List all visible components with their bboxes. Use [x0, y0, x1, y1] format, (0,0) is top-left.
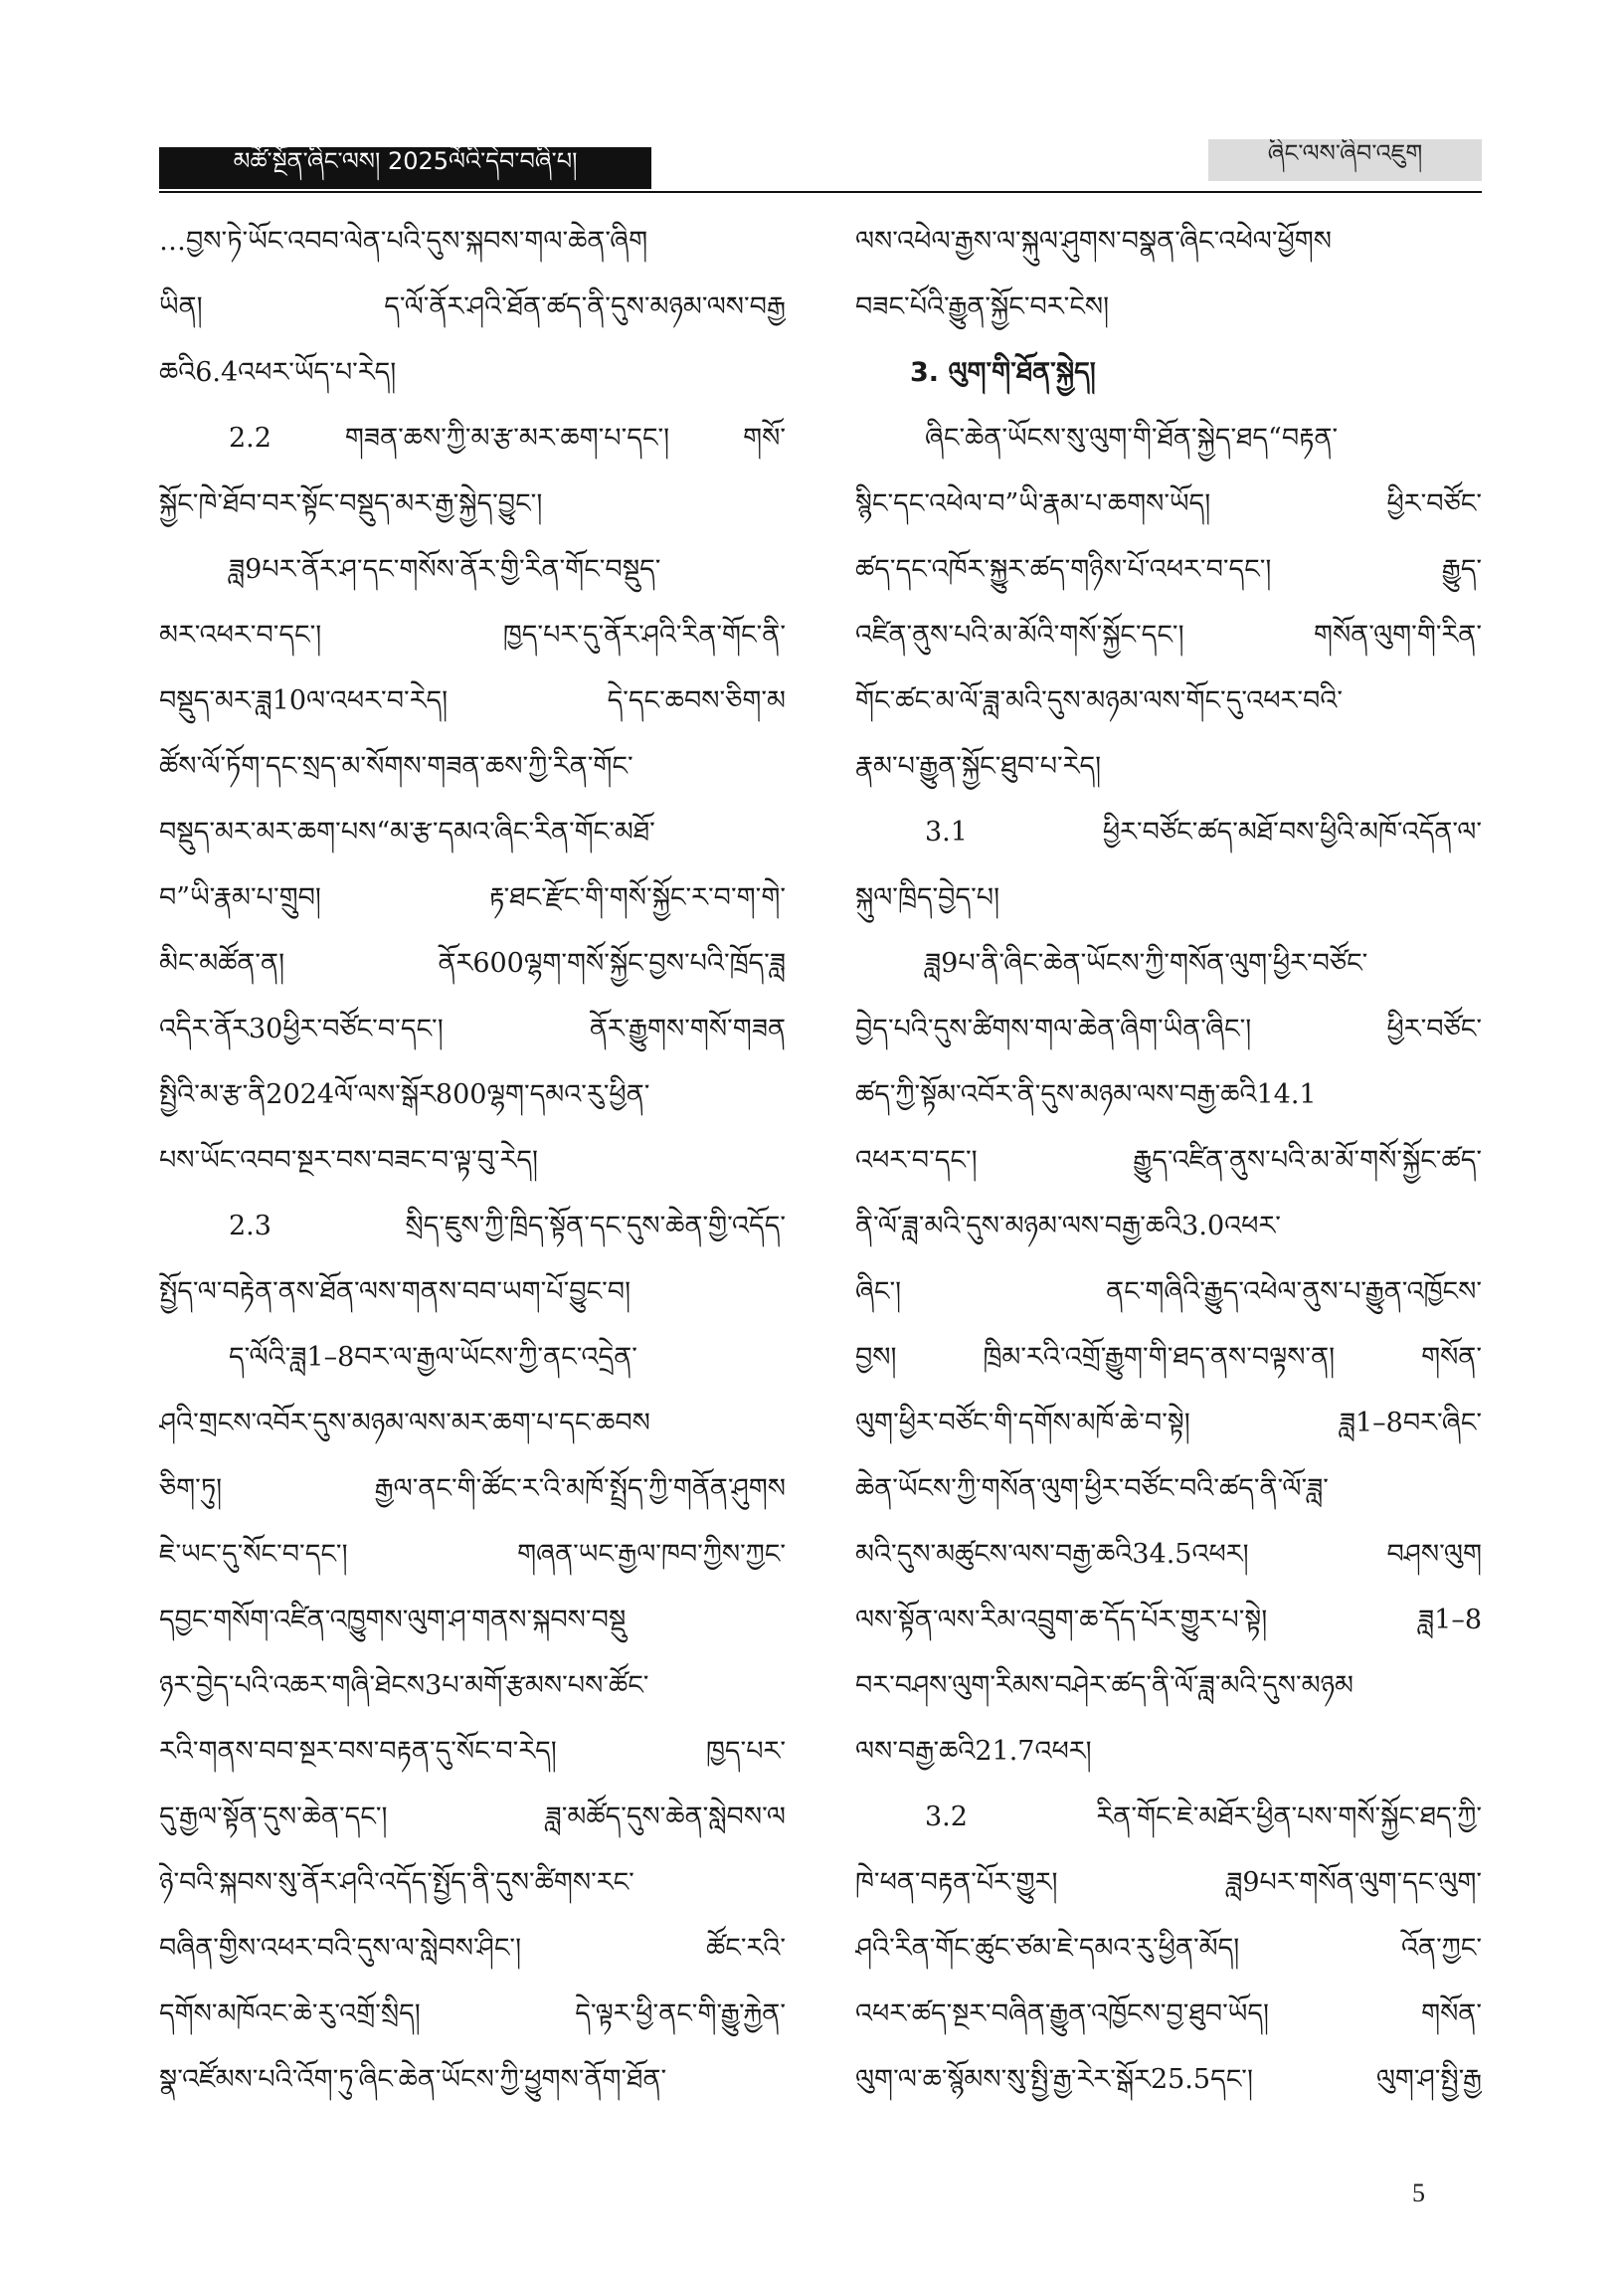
text-line: དུ་རྒྱལ་སྟོན་དུས་ཆེན་དང་། ཟླ་མཚོད་དུས་ཆེན་སླེབས་ལ — [159, 1802, 786, 1832]
header-rule — [159, 191, 1482, 193]
text-line: ནི་ལོ་ཟླ་མའི་དུས་མཉམ་ལས་བརྒྱ་ཆའི3.0འཕར་ — [855, 1211, 1281, 1241]
text-line: སྐུལ་ཁྲིད་བྱེད་པ། — [855, 882, 1000, 913]
text-line: འདིར་ནོར30ཕྱིར་བཙོང་བ་དང་། ནོར་རྒྱུགས་གསོ་གཟན — [159, 1014, 786, 1044]
text-line: …བྱས་ཏེ་ཡོང་འབབ་ལེན་པའི་དུས་སྐབས་གལ་ཆེན་ཞིག — [159, 226, 648, 257]
text-line: ད་ལོའི་ཟླ1–8བར་ལ་རྒྱལ་ཡོངས་ཀྱི་ནང་འདྲེན་ — [229, 1342, 637, 1373]
text-line: ཡིན། ད་ལོ་ནོར་ཤའི་ཐོན་ཚད་ནི་དུས་མཉམ་ལས་བརྒྱ — [159, 291, 786, 322]
text-line: བཞིན་གྱིས་འཕར་བའི་དུས་ལ་སླེབས་ཤིང་། ཚོང་རའི་ — [159, 1933, 786, 1964]
text-line: ཚོས་ལོ་ཏོག་དང་སྲད་མ་སོགས་གཟན་ཆས་ཀྱི་རིན་གོང་ — [159, 751, 633, 782]
text-line: ཚད་ཀྱི་སྟོམ་འབོར་ནི་དུས་མཉམ་ལས་བརྒྱ་ཆའི14.1 — [855, 1079, 1317, 1110]
text-line: རྣམ་པ་རྒྱུན་སྐྱོང་ཐུབ་པ་རེད། — [855, 751, 1102, 782]
text-line: ཆེན་ཡོངས་ཀྱི་གསོན་ལུག་ཕྱིར་བཙོང་བའི་ཚད་ནི་ལོ་ཟླ་ — [855, 1473, 1329, 1504]
text-line: དགོས་མཁོའང་ཆེ་རུ་འགྲོ་སྲིད། དེ་ལྟར་ཕྱི་ནང་གི་རྒྱུ་རྐྱེན་ — [159, 1998, 786, 2029]
text-line: ཟླ9པར་ནོར་ཤ་དང་གསོས་ནོར་གྱི་རིན་གོང་བསྡུད་ — [229, 554, 661, 585]
text-line: འཛིན་ནུས་པའི་མ་མོའི་གསོ་སྐྱོང་དང་། གསོན་ལུག་གི་རིན་ — [855, 620, 1482, 651]
text-line: ལས་འཕེལ་རྒྱས་ལ་སྐུལ་ཤུགས་བསྣན་ཞིང་འཕེལ་ཕྱོགས — [855, 226, 1333, 257]
text-line: ཁེ་ཕན་བརྟན་པོར་གྱུར། ཟླ9པར་གསོན་ལུག་དང་ལུག་ — [855, 1867, 1482, 1898]
text-line: སྤྱོད་ལ་བརྟེན་ནས་ཐོན་ལས་གནས་བབ་ཡག་པོ་བྱུང་བ། — [159, 1276, 632, 1307]
text-line: 3.2 རིན་གོང་ཇེ་མཐོར་ཕྱིན་པས་གསོ་སྐྱོང་ཐད་ཀྱི་ — [925, 1802, 1482, 1832]
text-line: ལུག་ལ་ཆ་སྙོམས་སུ་སྤྱི་རྒྱ་རེར་སྒོར25.5དང་། ལུག་ཤ་སྤྱི་རྒྱ — [855, 2064, 1482, 2095]
text-line: བསྡུད་མར་ཟླ10ལ་འཕར་བ་རེད། དེ་དང་ཆབས་ཅིག་མ — [159, 685, 786, 716]
journal-title-banner — [159, 147, 651, 189]
text-line: ལས་སྟོན་ལས་རིམ་འབྲུག་ཆ་དོད་པོར་གྱུར་པ་སྟེ། ཟླ1–8 — [855, 1605, 1482, 1635]
text-line: མིང་མཚོན་ན། ནོར600ལྷག་གསོ་སྐྱོང་བྱས་པའི་ཁྲོད་ཟླ — [159, 948, 786, 979]
text-line: ཞིང་། ནང་གཞིའི་རྒྱུད་འཕེལ་ནུས་པ་རྒྱུན་འཁྱོངས་ — [855, 1276, 1482, 1307]
text-line: མའི་དུས་མཚུངས་ལས་བརྒྱ་ཆའི34.5འཕར། བཤས་ལུག — [855, 1539, 1482, 1570]
text-line: ལས་བརྒྱ་ཆའི21.7འཕར། — [855, 1736, 1092, 1767]
text-line: ཚད་དང་འཁོར་སྐྱུར་ཚད་གཉིས་པོ་འཕར་བ་དང་། རྒྱུད་ — [855, 554, 1482, 585]
text-line: ཤའི་རིན་གོང་ཚུང་ཙམ་ཇེ་དམའ་རུ་ཕྱིན་མོད། འོན་ཀྱང་ — [855, 1933, 1482, 1964]
text-line: ཞིང་ཆེན་ཡོངས་སུ་ལུག་གི་ཐོན་སྐྱེད་ཐད“བརྟན་ — [925, 423, 1339, 454]
text-line: བྱེད་པའི་དུས་ཚིགས་གལ་ཆེན་ཞིག་ཡིན་ཞིང་། ཕྱིར་བཙོང་ — [855, 1014, 1482, 1044]
text-line: གོང་ཚང་མ་ལོ་ཟླ་མའི་དུས་མཉམ་ལས་གོང་དུ་འཕར་བའི་ — [855, 685, 1343, 716]
text-line: རའི་གནས་བབ་སྔར་བས་བརྟན་དུ་སོང་བ་རེད། ཁྱད་པར་ — [159, 1736, 786, 1767]
text-line: བ”ཡི་རྣམ་པ་གྲུབ། རྟ་ཐང་རྫོང་གི་གསོ་སྐྱོང་ར་བ་ག་གེ་ — [159, 882, 786, 913]
section-title: ཞིང་ལས་ཞིབ་འཇུག — [1267, 139, 1423, 167]
text-line: འཕར་ཚད་སྔར་བཞིན་རྒྱུན་འཁྱོངས་བྱ་ཐུབ་ཡོད། གསོན་ — [855, 1998, 1482, 2029]
text-line: 2.3 སྲིད་ཇུས་ཀྱི་ཁྲིད་སྟོན་དང་དུས་ཆེན་གྱི་འདོད་ — [229, 1211, 786, 1241]
text-line: སྤྱིའི་མ་རྩ་ནི2024ལོ་ལས་སྒོར800ལྷག་དམའ་རུ་ཕྱིན་ — [159, 1079, 650, 1110]
text-line: བསྡུད་མར་མར་ཆག་པས“མ་རྩ་དམའ་ཞིང་རིན་གོང་མཐོ་ — [159, 817, 655, 848]
text-line: ཇེ་ཡང་དུ་སོང་བ་དང་། གཞན་ཡང་རྒྱལ་ཁབ་ཀྱིས་ཀྱང་ — [159, 1539, 786, 1570]
text-line: མར་འཕར་བ་དང་། ཁྱད་པར་དུ་ནོར་ཤའི་རིན་གོང་ནི་ — [159, 620, 786, 651]
text-line: ཅིག་ཏུ། རྒྱལ་ནང་གི་ཚོང་ར་འི་མཁོ་སྤྲོད་ཀྱི་གནོན་ཤུགས — [159, 1473, 786, 1504]
text-line: ཉར་བྱེད་པའི་འཆར་གཞི་ཐེངས3པ་མགོ་རྩམས་པས་ཚོང་ — [159, 1670, 649, 1701]
text-line: སྐྱོང་ཁེ་ཐོབ་བར་སྟོང་བསྡུད་མར་རྒྱ་སྐྱེད་བྱུང་། — [159, 488, 543, 519]
text-line: ལུག་ཕྱིར་བཙོང་གི་དགོས་མཁོ་ཆེ་བ་སྟེ། ཟླ1–8བར་ཞིང་ — [855, 1408, 1482, 1438]
section-title-banner — [1208, 139, 1482, 181]
text-line: བར་བཤས་ལུག་རིམས་བཤེར་ཚད་ནི་ལོ་ཟླ་མའི་དུས་མཉམ — [855, 1670, 1354, 1701]
text-line: སྙིང་དང་འཕེལ་བ”ཡི་རྣམ་པ་ཆགས་ཡོད། ཕྱིར་བཙོང་ — [855, 488, 1482, 519]
section-heading: 3. ལུག་གི་ཐོན་སྐྱེད། — [910, 357, 1096, 388]
text-line: སྣ་འཛོམས་པའི་འོག་ཏུ་ཞིང་ཆེན་ཡོངས་ཀྱི་ཕྱུགས་ནོག་ཐོན་ — [159, 2064, 667, 2095]
text-line: ཟླ9པ་ནི་ཞིང་ཆེན་ཡོངས་ཀྱི་གསོན་ལུག་ཕྱིར་བཙོང་ — [925, 948, 1368, 979]
text-line: 2.2 གཟན་ཆས་ཀྱི་མ་རྩ་མར་ཆག་པ་དང་། གསོ་ — [229, 423, 786, 454]
text-line: བྱས། ཁྲིམ་རའི་འགྲོ་རྒྱུག་གི་ཐད་ནས་བལྟས་ན། གསོན་ — [855, 1342, 1482, 1373]
text-line: བཟང་པོའི་རྒྱུན་སྐྱོང་བར་ངེས། — [855, 291, 1110, 322]
text-line: འཕར་བ་དང་། རྒྱུད་འཛིན་ནུས་པའི་མ་མོ་གསོ་སྐྱོང་ཚད་ — [855, 1145, 1482, 1176]
text-line: ཆའི6.4འཕར་ཡོད་པ་རེད། — [159, 357, 397, 388]
page-number: 5 — [1412, 2179, 1425, 2207]
right-column — [855, 209, 1482, 2113]
text-line: པས་ཡོང་འབབ་སྔར་བས་བཟང་བ་ལྟ་བུ་རེད། — [159, 1145, 539, 1176]
text-line: 3.1 ཕྱིར་བཙོང་ཚད་མཐོ་བས་ཕྱིའི་མཁོ་འདོན་ལ་ — [925, 817, 1482, 848]
journal-title: མཚོ་སྔོན་ཞིང་ལས། 2025ལོའི་དེབ་བཞི་པ། — [233, 147, 578, 175]
text-line: དབྱང་གསོག་འཛིན་འཁྱུགས་ལུག་ཤ་གནས་སྐབས་བསྡུ — [159, 1605, 627, 1635]
left-column — [159, 209, 786, 2113]
text-line: ཤའི་གྲངས་འབོར་དུས་མཉམ་ལས་མར་ཆག་པ་དང་ཆབས — [159, 1408, 650, 1438]
text-line: ཉེ་བའི་སྐབས་སུ་ནོར་ཤའི་འདོད་སྤྱོད་ནི་དུས་ཚིགས་རང་ — [159, 1867, 634, 1898]
